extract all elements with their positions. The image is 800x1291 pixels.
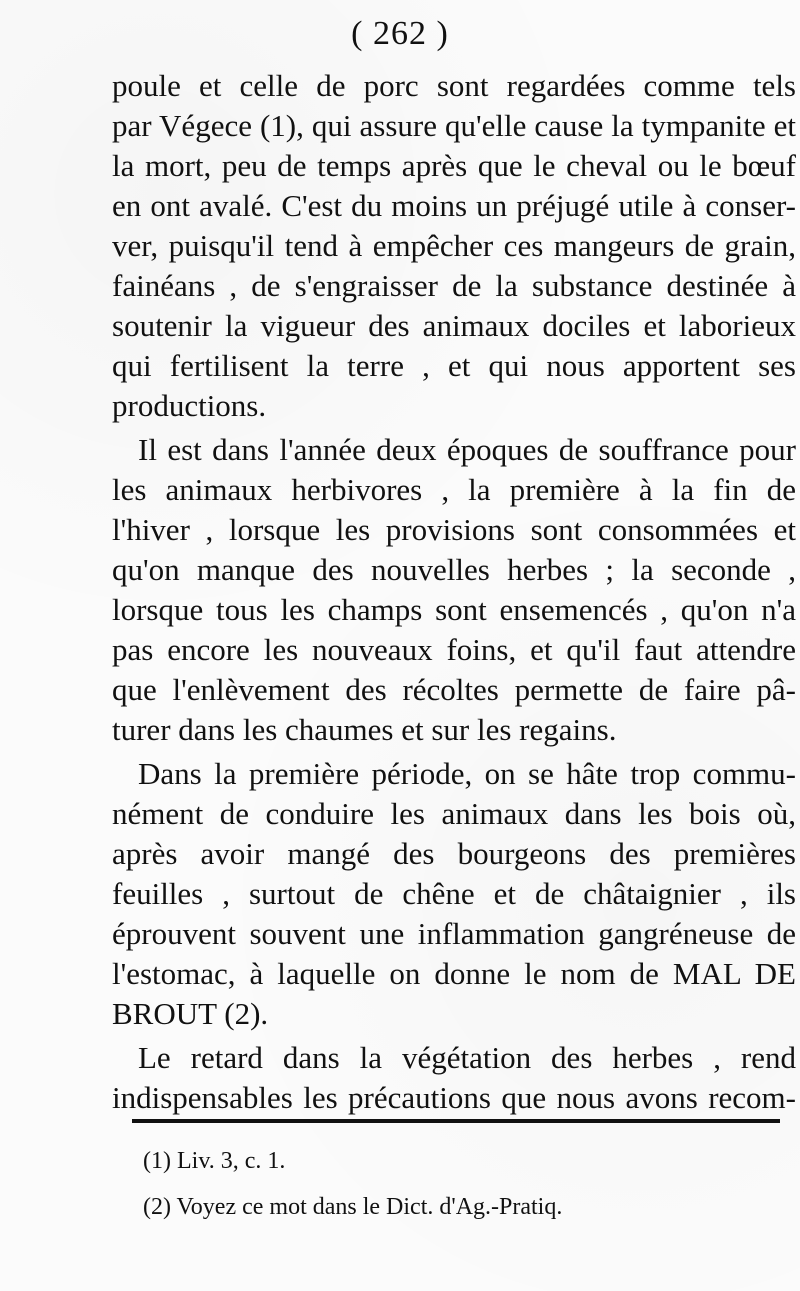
text-line: après avoir mangé des bourgeons des premières — [112, 836, 796, 871]
text-line: pas encore les nouveaux foins, et qu'il faut attendre — [112, 632, 796, 667]
footnote-1: (1) Liv. 3, c. 1. — [143, 1148, 286, 1174]
text-line: l'hiver , lorsque les provisions sont consommées et — [112, 512, 796, 547]
text-line: les animaux herbivores , la première à la fin de — [112, 472, 796, 507]
text-line: éprouvent souvent une inflammation gangréneuse de — [112, 916, 796, 951]
paragraph-1 — [112, 66, 796, 426]
text-line: nément de conduire les animaux dans les bois où, — [112, 796, 796, 831]
footnote-divider — [132, 1119, 780, 1123]
text-line: soutenir la vigueur des animaux dociles et laborieux — [112, 308, 796, 343]
text-line: turer dans les chaumes et sur les regains. — [112, 712, 617, 747]
text-line: lorsque tous les champs sont ensemencés , qu'on n'a — [112, 592, 796, 627]
text-line: que l'enlèvement des récoltes permette de faire pâ- — [112, 672, 796, 707]
text-line: fainéans , de s'engraisser de la substance destinée à — [112, 268, 796, 303]
text-line: qui fertilisent la terre , et qui nous apportent ses — [112, 348, 796, 383]
text-line: la mort, peu de temps après que le cheval ou le bœuf — [112, 148, 796, 183]
text-line: Il est dans l'année deux époques de souffrance pour — [138, 432, 796, 467]
paragraph-3 — [112, 754, 796, 1034]
text-line: en ont avalé. C'est du moins un préjugé utile à conser- — [112, 188, 796, 223]
text-line: Dans la première période, on se hâte trop commu- — [138, 756, 796, 791]
text-line: par Végece (1), qui assure qu'elle cause la tympanite et — [112, 108, 796, 143]
paragraph-4 — [112, 1038, 796, 1118]
footnotes — [143, 1138, 763, 1230]
text-line: l'estomac, à laquelle on donne le nom de MAL DE — [112, 956, 796, 991]
footnote-2: (2) Voyez ce mot dans le Dict. d'Ag.-Pratiq. — [143, 1194, 563, 1220]
text-line: Le retard dans la végétation des herbes , rend — [138, 1040, 796, 1075]
text-line: indispensables les précautions que nous avons recom- — [112, 1080, 796, 1115]
page-number: ( 262 ) — [351, 15, 449, 52]
text-line: ver, puisqu'il tend à empêcher ces mangeurs de grain, — [112, 228, 796, 263]
text-line: BROUT (2). — [112, 996, 269, 1031]
text-line: feuilles , surtout de chêne et de châtaignier , ils — [112, 876, 796, 911]
paragraph-2 — [112, 430, 796, 750]
body-text — [112, 66, 796, 1118]
text-line: poule et celle de porc sont regardées comme tels — [112, 68, 796, 103]
text-line: qu'on manque des nouvelles herbes ; la seconde , — [112, 552, 796, 587]
text-line: productions. — [112, 388, 267, 423]
